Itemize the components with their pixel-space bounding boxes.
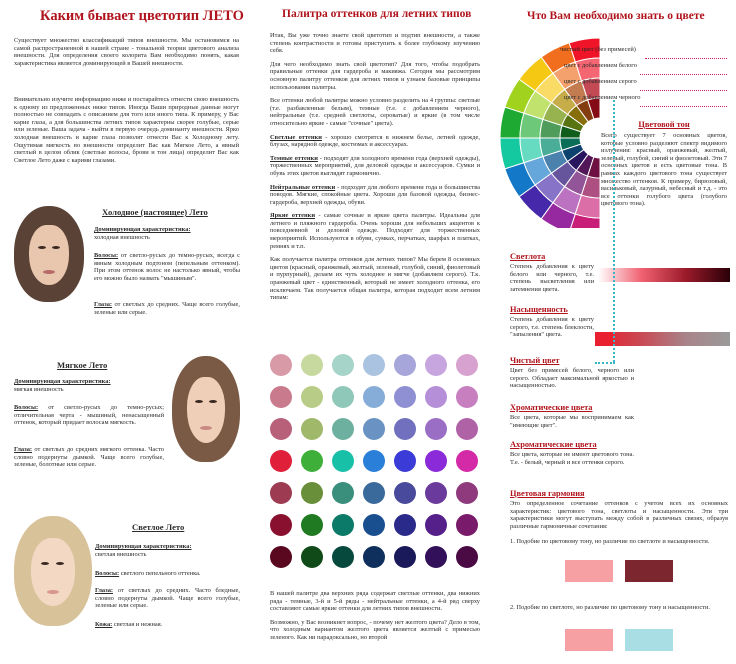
palette-swatch — [332, 418, 354, 440]
saturation-heading: Насыщенность — [510, 305, 568, 314]
hair-text: светлого пепельного оттенка. — [120, 570, 201, 577]
light-summer-dominant — [95, 543, 240, 558]
hair-text: от светло-русых до темно-русых; отличительная черта - мышиный, ненасыщенный оттенок, который придает волосам мягкость. — [14, 404, 164, 427]
palette-swatch — [270, 546, 292, 568]
palette-text-bottom — [270, 590, 480, 642]
cool-summer-heading: Холодное (настоящее) Лето — [102, 207, 208, 217]
palette-swatch — [394, 418, 416, 440]
achromatic-section — [510, 440, 634, 466]
bright-shades-text: - самые сочные и яркие цвета палитры. Идеальны для летнего и пляжного гардероба. Очень хороши для небольших акцентов к повседневной и деловой одежде. Подходят для торжественных мероприятий. Используются в обуви, сумках, перчатках, шарфах и платках, ремнях и т.п. — [270, 212, 480, 250]
skin-text: светлая и нежная. — [113, 621, 163, 628]
achromatic-heading: Ахроматические цвета — [510, 440, 597, 449]
pure-color-connector-vertical — [613, 100, 615, 362]
eyes-text: от светлых до средних мягкого оттенка. Часто словно подернуты дымкой. Чаще всего голубые, зеленые, болотные или серые. — [14, 446, 164, 469]
wheel-label-black: цвет с добавлением черного — [564, 94, 641, 101]
harmony-swatch-1b — [625, 560, 673, 582]
palette-swatch — [363, 482, 385, 504]
dark-shades-label: Темные оттенки — [270, 154, 318, 162]
hue-section — [601, 120, 727, 208]
palette-swatch — [332, 450, 354, 472]
cool-summer-portrait — [14, 206, 84, 302]
harmony-swatch-1a — [565, 560, 613, 582]
cool-summer-eyes — [94, 301, 240, 316]
harmony-heading: Цветовая гармония — [510, 489, 585, 498]
light-summer-skin — [95, 621, 240, 629]
palette-swatch — [270, 386, 292, 408]
palette-swatch — [456, 514, 478, 536]
saturation-gradient-bar — [598, 332, 730, 346]
hair-label: Волосы: — [14, 404, 39, 411]
pure-color-heading: Чистый цвет — [510, 356, 560, 365]
light-shades-text: - хорошо смотрятся в нижнем белье, летней одежде, блузах, нарядной одежде, костюмах и аксессуарах. — [270, 133, 480, 149]
palette-swatch — [425, 514, 447, 536]
palette-swatch — [425, 450, 447, 472]
palette-swatch — [363, 450, 385, 472]
soft-summer-dominant — [14, 378, 164, 393]
chromatic-heading: Хроматические цвета — [510, 403, 593, 412]
palette-p5: В нашей палитре два верхних ряда содержат светлые оттенки, два нижних ряда - темные, 3-й и 5-й ряды - нейтральные оттенки, а 4-й ряд сверху составляют самые яркие оттенки для летних типов внешности. — [270, 590, 480, 613]
palette-swatch — [394, 482, 416, 504]
summer-palette-grid — [270, 354, 486, 579]
bright-shades-paragraph — [270, 212, 480, 250]
dark-shades-paragraph — [270, 155, 480, 178]
palette-swatch — [456, 450, 478, 472]
instruction-paragraph: Внимательно изучите информацию ниже и постарайтесь отнести свою внешность к одному из предложенных ниже типов. Иногда Ваши природные данные могут полностью не совпадать с описанием для того или иного типа. К примеру, у Вас карие глаза, а для большинства летних типов характерны скорее голубые, серые или зеленые. Ваша задача - выйти в первую очередь доминанту внешности. Ярко холодная внешность и карие глаза позволят отнести Вас к Холодному лету. Ощутимая мягкость во внешности определит Вас как Мягкое Лето, а явный светлый в целом облик (светлые волосы, брови и тон лица) определит Вас как Светлое Лето даже с карими глазами. — [14, 96, 239, 164]
wheel-label-white: цвет с добавлением белого — [564, 62, 637, 69]
palette-swatch — [332, 514, 354, 536]
cool-summer-dominant — [94, 226, 240, 241]
harmony-rule-1: 1. Подобие по цветовому тону, но различие по светлоте и насыщенности. — [510, 538, 710, 546]
cool-summer-hair — [94, 252, 240, 282]
palette-swatch — [363, 418, 385, 440]
pure-color-text: Цвет без примесей белого, черного или серого. Обладает максимальной яркостью и насыщенностью. — [510, 367, 634, 390]
lightness-gradient-bar — [598, 268, 730, 282]
palette-swatch — [456, 386, 478, 408]
palette-swatch — [394, 546, 416, 568]
palette-swatch — [301, 482, 323, 504]
palette-swatch — [425, 354, 447, 376]
value-text: Степень добавления к цвету белого или черного, т.е. степень высветления или затемнения цвета. — [510, 263, 594, 293]
palette-title: Палитра оттенков для летних типов — [282, 8, 472, 20]
intro-paragraph: Существует множество классификаций типов внешности. Мы остановимся на самой распространенной в нашей стране - тональной теории цветового анализа внешности. Для определения своего колорита Вам необходимо понять, какая характеристика является доминирующей в Вашей внешности. — [14, 37, 239, 67]
dominant-value: холодная внешность — [94, 233, 150, 241]
harmony-swatch-2a — [565, 629, 613, 651]
light-summer-portrait — [14, 516, 92, 626]
light-summer-eyes — [95, 587, 240, 610]
palette-swatch — [394, 514, 416, 536]
palette-swatch — [425, 546, 447, 568]
dominant-label: Доминирующая характеристика: — [94, 226, 191, 233]
harmony-text: Это определенное сочетание оттенков с учетом всех их основных характеристик: цветового тона, светлоты и насыщенности. Эти три характеристики могут выступать между собой в различных связях, образуя различные гармоничные сочетания: — [510, 500, 728, 530]
palette-swatch — [425, 418, 447, 440]
wheel-label-gray: цвет с добавлением серого — [564, 78, 637, 85]
palette-swatch — [332, 354, 354, 376]
saturation-section — [510, 305, 594, 339]
palette-swatch — [363, 546, 385, 568]
palette-swatch — [425, 386, 447, 408]
palette-p6: Возможно, у Вас возникнет вопрос, - почему нет желтого цвета? Дело в том, что холодным вариантом желтого цвета является желтый с примесью зеленого. Как ни парадоксально, но второй — [270, 618, 480, 641]
neutral-shades-paragraph — [270, 184, 480, 207]
wheel-label-pure: чистый цвет (без примесей) — [560, 46, 636, 53]
harmony-swatch-2b — [625, 629, 673, 651]
palette-p4: Как получается палитра оттенков для летних типов? Мы берем 8 основных цветов (красный, оранжевый, желтый, зеленый, голубой, синий, фиолетовый и пурпурный), делаем их чуть холоднее и мягче (добавляем серого). Т.к. оранжевый цвет - единственный, который не имеет холодного оттенка, его исключаем. Так получается общая палитра, которая подходит всем летним типам: — [270, 256, 480, 302]
color-basics-title: Что Вам необходимо знать о цвете — [527, 10, 705, 22]
palette-swatch — [456, 546, 478, 568]
soft-summer-portrait — [172, 356, 240, 462]
palette-swatch — [270, 482, 292, 504]
palette-swatch — [425, 482, 447, 504]
eyes-text: от светлых до средних. Чаще всего голубые, зеленые или серые. — [94, 301, 240, 316]
palette-text-top — [270, 32, 480, 302]
palette-swatch — [394, 354, 416, 376]
neutral-shades-text: - подходят для любого времени года и большинства поводов. Мягкие, спокойные цвета. Хороши для базовой одежды, бизнес-гардероба, верхней одежды, обуви. — [270, 183, 480, 206]
eyes-label: Глаза: — [95, 587, 114, 594]
eyes-label: Глаза: — [14, 446, 33, 453]
palette-swatch — [301, 514, 323, 536]
bright-shades-label: Яркие оттенки — [270, 212, 316, 220]
palette-swatch — [301, 354, 323, 376]
dominant-label: Доминирующая характеристика: — [14, 378, 111, 385]
soft-summer-hair — [14, 404, 164, 427]
hue-heading: Цветовой тон — [638, 120, 690, 129]
skin-label: Кожа: — [95, 621, 113, 628]
eyes-text: от светлых до средних. Часто бледные, словно подернуты дымкой. Чаще всего голубые, зеленые или серые. — [95, 587, 240, 610]
palette-swatch — [394, 450, 416, 472]
value-heading: Светлота — [510, 252, 546, 261]
palette-swatch — [301, 450, 323, 472]
soft-summer-eyes — [14, 446, 164, 469]
light-shades-paragraph — [270, 134, 480, 149]
dark-shades-text: - подходят для холодного времени года (верхней одежды), торжественных мероприятий, для деловой одежды и аксессуаров. Сумки и обувь этих цветов выглядят гармонично. — [270, 154, 480, 177]
palette-p1: Итак, Вы уже точно знаете свой цветотип и подтип внешности, а также степень контрастности и готовы приступить к более глубокому изучению себя. — [270, 32, 480, 55]
leader-line-gray — [640, 90, 727, 91]
hair-text: от светло-русых до темно-русых, всегда с явным холодным подтоном (пепельным оттенком). При этом оттенок волос не настолько явный, чтобы его можно было назвать "мышиным". — [94, 252, 240, 282]
palette-swatch — [456, 482, 478, 504]
dominant-value: светлая внешность — [95, 550, 147, 558]
pure-color-section — [510, 356, 634, 390]
saturation-text: Степень добавления к цвету серого, т.е. степень блеклости, "запыления" цвета. — [510, 316, 594, 339]
palette-p3: Все оттенки любой палитры можно условно разделить на 4 группы: светлые (т.е. разбавленные белым), темные (т.е. с добавлением черного), нейтральные (т.е. средней светлоты, сероватые) и яркие (в том числе относительно яркие - самые "сочные" цвета). — [270, 97, 480, 127]
neutral-shades-label: Нейтральные оттенки — [270, 183, 336, 191]
palette-swatch — [394, 386, 416, 408]
soft-summer-heading: Мягкое Лето — [57, 360, 108, 370]
hue-text: Всего существует 7 основных цветов, которые условно разделяют спектр видимого излучения: красный, оранжевый, желтый, зеленый, голубой, синий и фиолетовый. Эти 7 основных цветов и есть цветовые тона. В рамках каждого цветового тона существует множество оттенков. К примеру, бирюзовый, васильковый, лазурный, небесный и т.д. - это все оттенки голубого цвета (голубого цветового тона). — [601, 132, 727, 208]
palette-swatch — [301, 546, 323, 568]
pure-color-marker — [595, 332, 613, 346]
light-summer-heading: Светлое Лето — [132, 522, 185, 532]
hair-label: Волосы: — [94, 252, 119, 259]
palette-swatch — [456, 354, 478, 376]
palette-swatch — [363, 514, 385, 536]
harmony-section — [510, 489, 728, 546]
color-wheel-diagram — [495, 28, 605, 228]
palette-swatch — [270, 418, 292, 440]
palette-swatch — [301, 418, 323, 440]
harmony-rule-2: 2. Подобие по светлоте, но различие по цветовому тону и насыщенности. — [510, 604, 710, 611]
hair-label: Волосы: — [95, 570, 120, 577]
palette-swatch — [301, 386, 323, 408]
palette-swatch — [270, 354, 292, 376]
value-section — [510, 252, 594, 293]
palette-swatch — [332, 386, 354, 408]
page-title-summer-type: Каким бывает цветотип ЛЕТО — [40, 8, 244, 24]
palette-swatch — [332, 482, 354, 504]
eyes-label: Глаза: — [94, 301, 113, 308]
palette-swatch — [332, 546, 354, 568]
leader-line-white — [640, 74, 727, 75]
leader-line-pure — [645, 58, 727, 59]
palette-swatch — [270, 514, 292, 536]
light-summer-hair — [95, 570, 240, 578]
dominant-value: мягкая внешность — [14, 385, 64, 393]
achromatic-text: Все цвета, которые не имеют цветового тона. Т.е. - белый, черный и все оттенки серого. — [510, 451, 634, 466]
palette-swatch — [363, 354, 385, 376]
palette-swatch — [456, 418, 478, 440]
light-shades-label: Светлые оттенки — [270, 133, 322, 141]
palette-p2: Для чего необходимо знать свой цветотип? Для того, чтобы подобрать правильные оттенки для гардероба и макияжа. Сегодня мы рассмотрим основную палитру оттенков для летних типов и узнаем базовые принципы использования палитры. — [270, 60, 480, 91]
palette-swatch — [270, 450, 292, 472]
chromatic-section — [510, 403, 634, 429]
palette-swatch — [363, 386, 385, 408]
leader-line-black — [640, 106, 727, 107]
chromatic-text: Все цвета, которые мы воспринимаем как "имеющие цвет". — [510, 414, 634, 429]
dominant-label: Доминирующая характеристика: — [95, 543, 192, 550]
